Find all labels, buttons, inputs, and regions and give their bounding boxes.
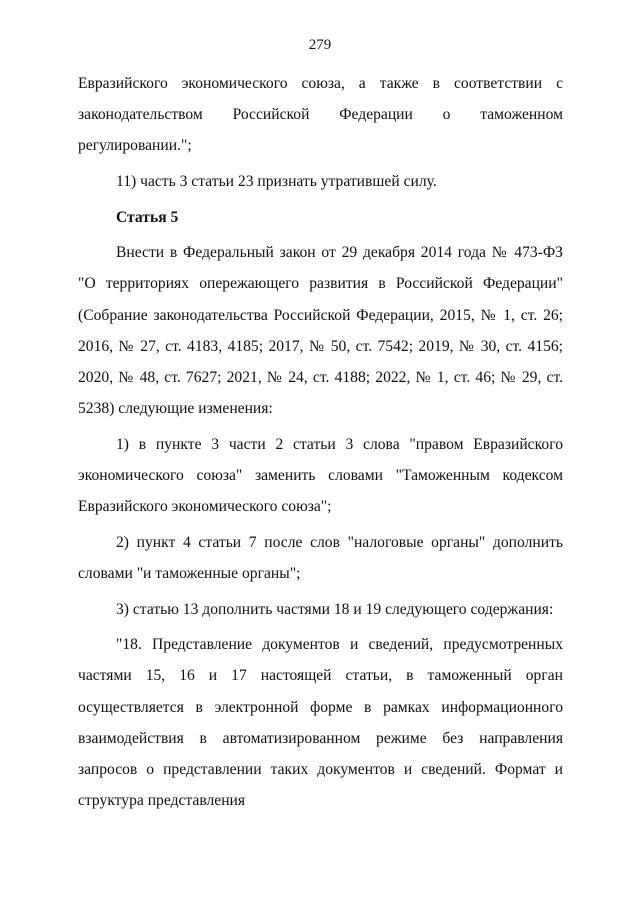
paragraph-item-11: 11) часть 3 статьи 23 признать утратившей силу. [116,173,437,190]
paragraph-part-18: "18. Представление документов и сведений, предусмотренных частями 15, 16 и 17 настоящей статьи, в таможенный орган осуществляется в электронной форме в рамках информационного взаимодействия в автоматизированном режиме без направления запросов о представлении таких документов и сведений. Формат и структура представления [78,636,563,810]
page-number: 279 [308,37,332,53]
paragraph-item-1: 1) в пункте 3 части 2 статьи 3 слова "правом Евразийского экономического союза" заменить словами "Таможенным кодексом Евразийского экономического союза"; [78,435,563,516]
document-body [78,68,563,821]
paragraph-article-intro: Внести в Федеральный закон от 29 декабря 2014 года № 473-ФЗ "О территориях опережающего развития в Российской Федерации" (Собрание законодательства Российской Федерации, 2015, № 1, ст. 26; 2016, № 27, ст. 4183, 4185; 2017, № 50, ст. 7542; 2019, № 30, ст. 4156; 2020, № 48, ст. 7627; 2021, № 24, ст. 4188; 2022, № 1, ст. 46; № 29, ст. 5238) следующие изменения: [78,244,563,418]
paragraph-item-2: 2) пункт 4 статьи 7 после слов "налоговые органы" дополнить словами "и таможенные органы"; [78,533,563,582]
paragraph-item-3: 3) статью 13 дополнить частями 18 и 19 следующего содержания: [116,600,554,618]
article-heading: Статья 5 [116,208,179,226]
paragraph-continuation: Евразийского экономического союза, а также в соответствии с законодательством Российской Федерации о таможенном регулировании."; [78,75,563,155]
